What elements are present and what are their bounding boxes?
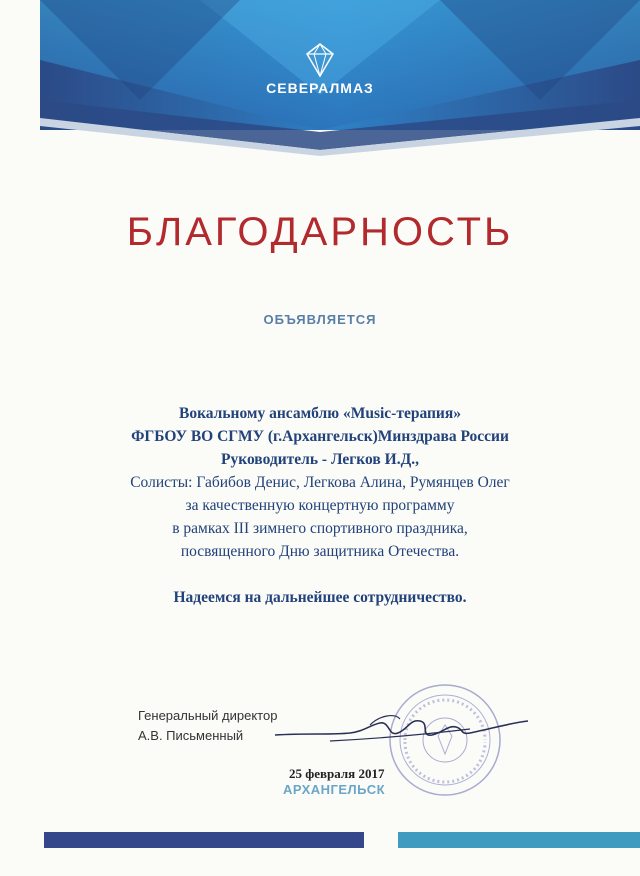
signatory-role: Генеральный директор xyxy=(138,708,278,723)
footer-bar-left xyxy=(44,832,364,848)
body-line: за качественную концертную программу xyxy=(185,497,455,514)
brand-name: СЕВЕРАЛМАЗ xyxy=(266,80,374,96)
certificate-body xyxy=(0,402,640,609)
body-line: в рамках III зимнего спортивного праздника, xyxy=(172,520,468,537)
body-line: Руководитель - Легков И.Д., xyxy=(221,451,419,468)
issue-city: АРХАНГЕЛЬСК xyxy=(283,782,386,797)
signature xyxy=(270,705,530,755)
footer-bar-right xyxy=(398,832,640,848)
body-gap xyxy=(0,563,640,586)
body-line: Вокальному ансамблю «Music-терапия» xyxy=(178,405,461,422)
body-line-soloists: Солисты: Габибов Денис, Легкова Алина, Румянцев Олег xyxy=(130,474,510,491)
certificate-title: БЛАГОДАРНОСТЬ xyxy=(126,210,514,254)
issue-date: 25 февраля 2017 xyxy=(289,766,385,781)
closing-line: Надеемся на дальнейшее сотрудничество. xyxy=(173,589,467,606)
signatory-name: А.В. Письменный xyxy=(138,728,244,743)
body-line: ФГБОУ ВО СГМУ (г.Архангельск)Минздрава России xyxy=(131,428,509,445)
header-banner xyxy=(0,0,640,200)
body-line: посвященного Дню защитника Отечества. xyxy=(180,543,460,560)
diamond-logo-icon xyxy=(300,40,340,80)
certificate-subtitle: ОБЪЯВЛЯЕТСЯ xyxy=(263,312,377,327)
